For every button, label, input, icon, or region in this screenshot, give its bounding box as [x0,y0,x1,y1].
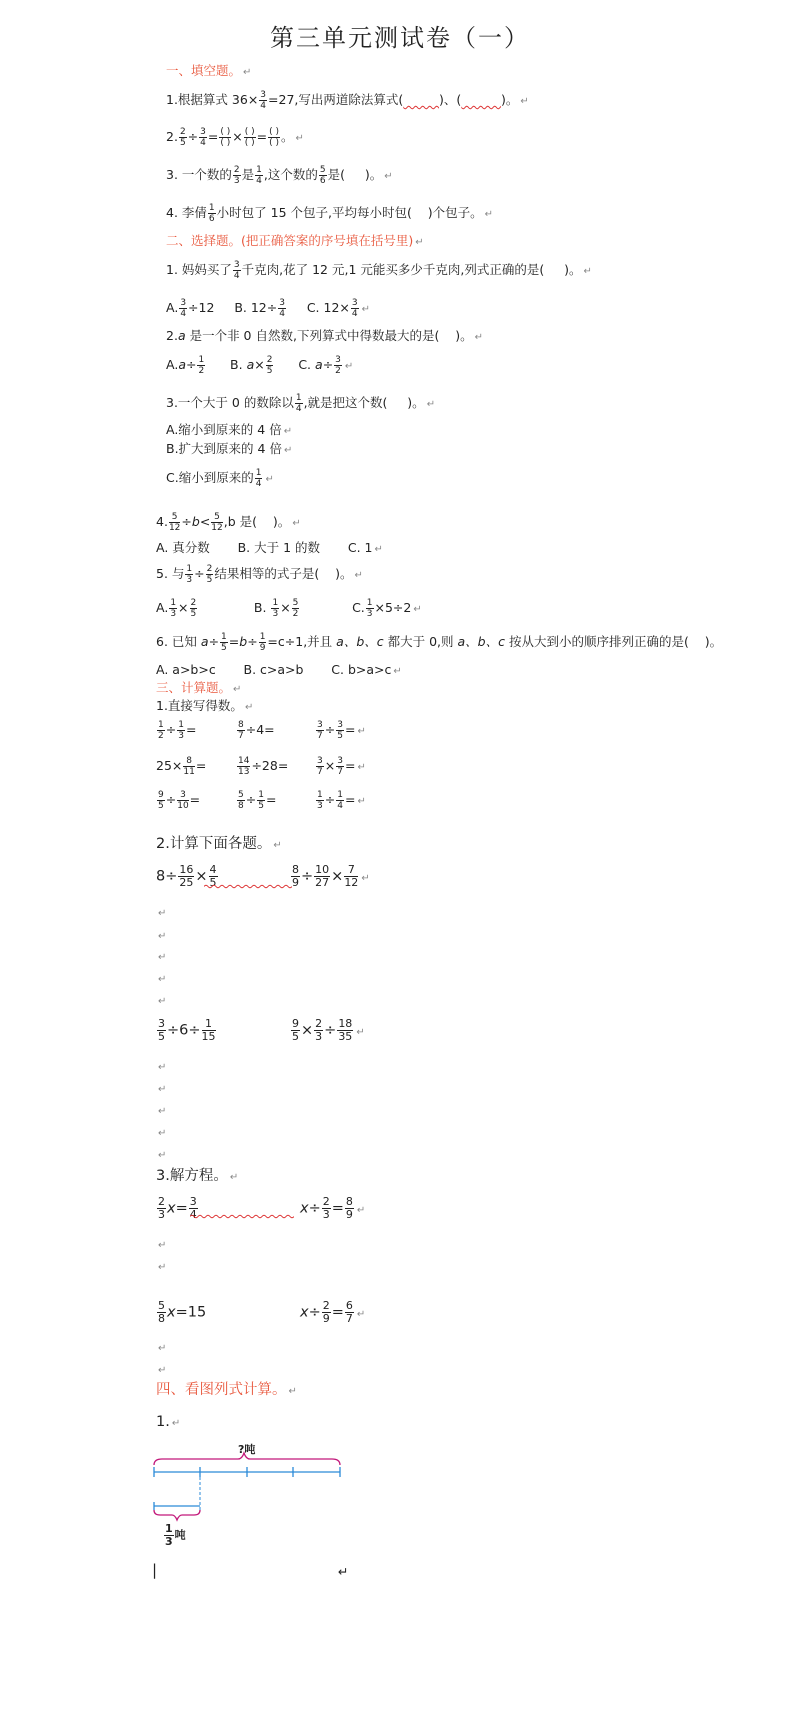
calc-2: $\frac{8}{7}$ ÷4= [238,720,275,741]
s2-q6: 6. 已知 a÷ $\frac{1}{5}$ =b÷ $\frac{1}{9}$ =c÷1,并且 a、b、c 都大于 0,则 a、b、c 按从大到小的顺序排列正确的是( )。 [156,632,723,653]
section-2-heading: 二、选择题。(把正确答案的序号填在括号里) ↵ [166,233,424,248]
s4-q1: 1. ↵ [156,1414,181,1430]
fraction-weight-label: $\frac{1}{3}$ 吨 [165,1522,186,1548]
bottom-brace [154,1510,200,1520]
blank-line: ↵ [158,1365,167,1376]
calc-13: $\frac{9}{5}$ × $\frac{2}{3}$ ÷ $\frac{18}{35}$ ↵ [292,1017,365,1043]
blank-line: ↵ [158,996,167,1007]
s2-q3-option-c: C.缩小到原来的 $\frac{1}{4}$ ↵ [166,468,274,489]
calc-5: $\frac{14}{13}$ ÷28= [238,756,289,777]
section-1-heading: 一、填空题。 ↵ [166,63,252,78]
equation-4: x÷ $\frac{2}{9}$ = $\frac{6}{7}$ ↵ [300,1299,366,1325]
s2-q5-options: A. $\frac{1}{3}$ × $\frac{2}{5}$ B. $\frac{1}{3}$ × $\frac{5}{2}$ C. $\frac{1}{3}$ ×5÷2 ↵ [156,598,422,619]
section-3-heading: 三、计算题。 ↵ [156,680,242,695]
calc-8: $\frac{5}{8}$ ÷ $\frac{1}{5}$ = [238,790,277,811]
s2-q2: 2.a 是一个非 0 自然数,下列算式中得数最大的是( )。 ↵ [166,328,484,343]
calc-10: 8÷ $\frac{16}{25}$ × $\frac{4}{5}$ [156,863,217,889]
blank-line: ↵ [158,1343,167,1354]
s1-q3: 3. 一个数的 $\frac{2}{3}$ 是 $\frac{1}{4}$ ,这个数的 $\frac{5}{6}$ 是( )。 ↵ [166,165,393,186]
blank-line: ↵ [158,1262,167,1273]
calc-7: $\frac{9}{5}$ ÷ $\frac{3}{10}$ = [158,790,201,811]
s3-p2-heading: 2.计算下面各题。 ↵ [156,836,282,852]
section-4-heading: 四、看图列式计算。 ↵ [156,1382,297,1398]
blank-line: ↵ [158,952,167,963]
s2-q1: 1. 妈妈买了 $\frac{3}{4}$ 千克肉,花了 12 元,1 元能买多少千克肉,列式正确的是( )。 ↵ [166,260,592,281]
s2-q1-options: A. $\frac{3}{4}$ ÷12 B. 12÷ $\frac{3}{4}$ C. 12× $\frac{3}{4}$ ↵ [166,298,371,319]
s2-q2-options: A.a÷ $\frac{1}{2}$ B. a× $\frac{2}{5}$ C. a÷ $\frac{3}{2}$ ↵ [166,355,354,376]
blank-line: ↵ [158,1128,167,1139]
s2-q3-option-b: B.扩大到原来的 4 倍 ↵ [166,441,293,456]
wavy-underline [190,1214,294,1219]
s1-q4: 4. 李倩 $\frac{1}{6}$ 小时包了 15 个包子,平均每小时包( )个包子。 ↵ [166,203,494,224]
paragraph-mark: ↵ [338,1564,349,1579]
s2-q3: 3.一个大于 0 的数除以 $\frac{1}{4}$ ,就是把这个数( )。 ↵ [166,393,436,414]
calc-12: $\frac{3}{5}$ ÷6÷ $\frac{1}{15}$ [158,1017,216,1043]
wavy-underline [204,884,292,889]
s1-q2: 2. $\frac{2}{5}$ ÷ $\frac{3}{4}$ = $\frac{( )}{( )}$ × $\frac{( )}{( )}$ = $\frac{( )}{( )}$ 。 ↵ [166,127,304,148]
calc-11: $\frac{8}{9}$ ÷ $\frac{10}{27}$ × $\frac{7}{12}$ ↵ [292,863,370,889]
s2-q4: 4. $\frac{5}{12}$ ÷b< $\frac{5}{12}$ ,b 是( )。 ↵ [156,512,301,533]
s3-p1-heading: 1.直接写得数。 ↵ [156,698,254,713]
equation-1: $\frac{2}{3}$ x= $\frac{3}{4}$ [158,1195,197,1221]
calc-4: 25× $\frac{8}{11}$ = [156,756,207,777]
s2-q4-options: A. 真分数 B. 大于 1 的数 C. 1 ↵ [156,540,383,555]
page-title: 第三单元测试卷（一） [270,24,530,52]
calc-3: $\frac{3}{7}$ ÷ $\frac{3}{5}$ = ↵ [317,720,366,741]
blank-line: ↵ [158,908,167,919]
blank-line: ↵ [158,931,167,942]
blank-line: ↵ [158,1106,167,1117]
question-weight-label: ?吨 [238,1443,256,1456]
blank-line: ↵ [158,1062,167,1073]
equation-2: x÷ $\frac{2}{3}$ = $\frac{8}{9}$ ↵ [300,1195,366,1221]
s3-p3-heading: 3.解方程。 ↵ [156,1168,239,1184]
s2-q6-options: A. a>b>c B. c>a>b C. b>a>c ↵ [156,662,402,677]
blank-line: ↵ [158,1084,167,1095]
blank-line: ↵ [158,1240,167,1251]
equation-3: $\frac{5}{8}$ x=15 [158,1299,207,1325]
calc-1: $\frac{1}{2}$ ÷ $\frac{1}{3}$ = [158,720,197,741]
s1-q1: 1.根据算式 36× $\frac{3}{4}$ =27,写出两道除法算式( )、( )。 ↵ [166,90,529,111]
s2-q5: 5. 与 $\frac{1}{3}$ ÷ $\frac{2}{5}$ 结果相等的式子是( )。 ↵ [156,564,363,585]
blank-line: ↵ [158,974,167,985]
s2-q3-option-a: A.缩小到原来的 4 倍 ↵ [166,422,293,437]
blank-line: ↵ [158,1150,167,1161]
calc-9: $\frac{1}{3}$ ÷ $\frac{1}{4}$ = ↵ [317,790,366,811]
calc-6: $\frac{3}{7}$ × $\frac{3}{7}$ = ↵ [317,756,366,777]
text-cursor: | [152,1561,158,1579]
